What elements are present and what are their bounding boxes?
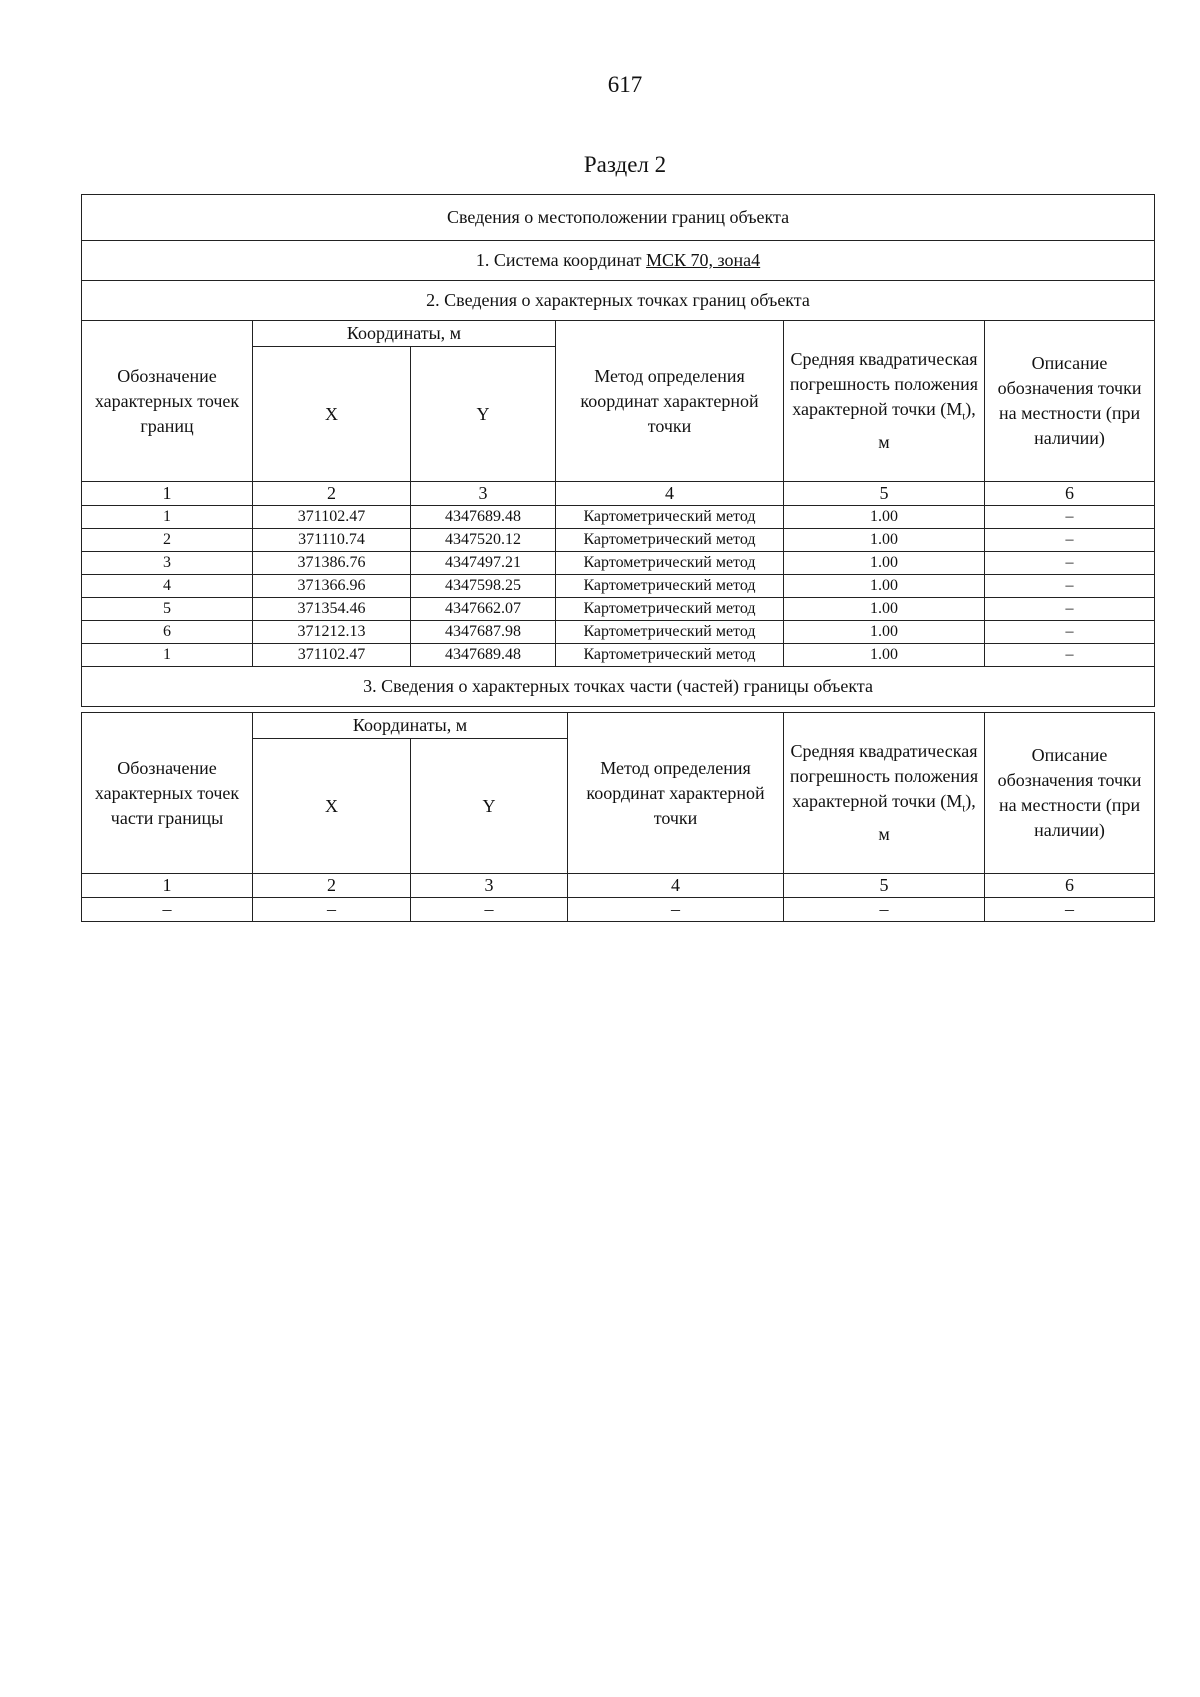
coord-x: 371386.76 — [253, 552, 411, 575]
header-description: Описание обозначения точки на местности (при наличии) — [985, 713, 1155, 874]
header-error-tail: ), м — [878, 399, 976, 452]
method: Картометрический метод — [556, 621, 784, 644]
boundary-points-table — [81, 194, 1155, 707]
coord-x: 371102.47 — [253, 644, 411, 667]
coord-x: 371366.96 — [253, 575, 411, 598]
header-y: Y — [411, 347, 556, 482]
error: 1.00 — [784, 506, 985, 529]
coord-y: – — [411, 898, 568, 922]
method: Картометрический метод — [556, 575, 784, 598]
point-id: 2 — [82, 529, 253, 552]
point-id: 3 — [82, 552, 253, 575]
header-description: Описание обозначения точки на местности (при наличии) — [985, 321, 1155, 482]
header-method: Метод определения координат характерной точки — [568, 713, 784, 874]
column-number: 3 — [411, 482, 556, 506]
description: – — [985, 552, 1155, 575]
error: 1.00 — [784, 529, 985, 552]
header-method: Метод определения координат характерной точки — [556, 321, 784, 482]
point-id: 4 — [82, 575, 253, 598]
header-error-sub: t — [962, 410, 966, 423]
column-number: 2 — [253, 874, 411, 898]
header-error-text: Средняя квадратическая погрешность положения характерной точки (M — [789, 741, 979, 812]
error: 1.00 — [784, 575, 985, 598]
header-error-sub: t — [962, 802, 966, 815]
coord-y: 4347520.12 — [411, 529, 556, 552]
coord-x: 371354.46 — [253, 598, 411, 621]
coord-y: 4347598.25 — [411, 575, 556, 598]
method: Картометрический метод — [556, 644, 784, 667]
coord-x: 371212.13 — [253, 621, 411, 644]
point-id: 5 — [82, 598, 253, 621]
table-row — [82, 598, 1155, 621]
boundary-parts-table — [81, 712, 1155, 922]
table-row — [82, 621, 1155, 644]
section-title: Раздел 2 — [583, 152, 667, 177]
table-row — [82, 644, 1155, 667]
error: 1.00 — [784, 644, 985, 667]
error: 1.00 — [784, 598, 985, 621]
coord-y: 4347662.07 — [411, 598, 556, 621]
column-number: 2 — [253, 482, 411, 506]
header-x: X — [253, 739, 411, 874]
column-number: 3 — [411, 874, 568, 898]
column-number: 4 — [556, 482, 784, 506]
coord-x: 371102.47 — [253, 506, 411, 529]
header-coordinates: Координаты, м — [253, 321, 556, 347]
column-number: 6 — [985, 482, 1155, 506]
method: – — [568, 898, 784, 922]
column-number: 4 — [568, 874, 784, 898]
method: Картометрический метод — [556, 598, 784, 621]
description: – — [985, 644, 1155, 667]
coord-y: 4347687.98 — [411, 621, 556, 644]
error: 1.00 — [784, 621, 985, 644]
column-numbers-row — [82, 482, 1155, 506]
error: – — [784, 898, 985, 922]
coord-x: 371110.74 — [253, 529, 411, 552]
description: – — [985, 621, 1155, 644]
table-row — [82, 506, 1155, 529]
table-row — [82, 529, 1155, 552]
description: – — [985, 506, 1155, 529]
method: Картометрический метод — [556, 529, 784, 552]
coord-y: 4347689.48 — [411, 644, 556, 667]
coord-x: – — [253, 898, 411, 922]
column-number: 1 — [82, 482, 253, 506]
header-error-tail: ), м — [878, 791, 976, 844]
header-x: X — [253, 347, 411, 482]
table-row — [82, 898, 1155, 922]
point-id: 6 — [82, 621, 253, 644]
point-id: 1 — [82, 644, 253, 667]
description: – — [985, 898, 1155, 922]
page-number: 617 — [607, 72, 643, 97]
coord-y: 4347497.21 — [411, 552, 556, 575]
coord-system-value: МСК 70, зона4 — [646, 250, 761, 270]
table-row — [82, 552, 1155, 575]
header-error — [784, 321, 985, 482]
header-y: Y — [411, 739, 568, 874]
parts-section-title: 3. Сведения о характерных точках части (частей) границы объекта — [82, 667, 1155, 707]
table-row — [82, 575, 1155, 598]
method: Картометрический метод — [556, 552, 784, 575]
column-number: 6 — [985, 874, 1155, 898]
description: – — [985, 529, 1155, 552]
header-coordinates: Координаты, м — [253, 713, 568, 739]
description: – — [985, 575, 1155, 598]
table-title: Сведения о местоположении границ объекта — [82, 195, 1155, 241]
column-number: 5 — [784, 482, 985, 506]
method: Картометрический метод — [556, 506, 784, 529]
error: 1.00 — [784, 552, 985, 575]
point-id: 1 — [82, 506, 253, 529]
description: – — [985, 598, 1155, 621]
column-number: 1 — [82, 874, 253, 898]
header-designation: Обозначение характерных точек части границы — [82, 713, 253, 874]
column-number: 5 — [784, 874, 985, 898]
points-section-title: 2. Сведения о характерных точках границ объекта — [82, 281, 1155, 321]
coord-y: 4347689.48 — [411, 506, 556, 529]
column-numbers-row — [82, 874, 1155, 898]
header-designation: Обозначение характерных точек границ — [82, 321, 253, 482]
coord-system-label: 1. Система координат — [475, 250, 642, 270]
header-error-text: Средняя квадратическая погрешность положения характерной точки (M — [789, 349, 979, 420]
point-id: – — [82, 898, 253, 922]
header-error — [784, 713, 985, 874]
coord-system-row — [82, 241, 1155, 281]
